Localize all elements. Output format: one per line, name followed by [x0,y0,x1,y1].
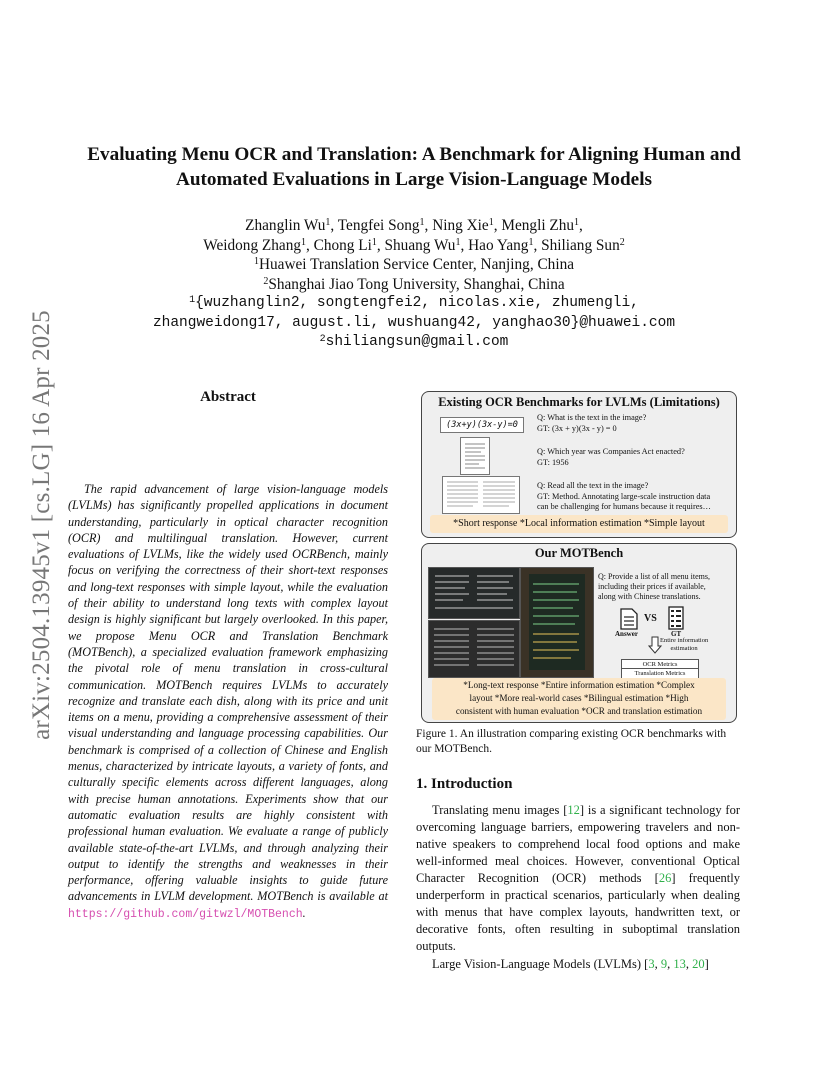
entire-information-label: Entire information estimation [660,637,709,652]
abstract-text: The rapid advancement of large vision-language models (LVLMs) has significantly propelled applications in document understanding, particularly in optical character recognition (OCR) and multilingual translation. However, current evaluations of LVLMs, like the widely used OCRBench, mainly focus on verifying the correctness of their short-text responses and long-text responses with simple layout, while the evaluation of their ability to understand long texts with complex layout design is highly significant but largely overlooked. In this paper, we propose Menu OCR and Translation Benchmark (MOTBench), a specialized evaluation framework emphasizing the pivotal role of menu translation in cross-cultural communication. MOTBench requires LVLMs to accurately recognize and translate each dish, along with its price and unit items on a menu, providing a comprehensive assessment of their visual understanding and language processing capabilities. Our benchmark is comprised of a collection of Chinese and English menus, characterized by intricate layouts, a variety of fonts, and culturally specific elements across different languages, along with precise human annotations. Experiments show that our automatic evaluation results are highly consistent with professional human evaluation. We evaluate a range of publicly available state-of-the-art LVLMs, and through analyzing their output to identify the strengths and weaknesses in their performance, offering valuable insights to guide future advancements in LVLM development. MOTBench is available at https://github.com/gitwzl/MOTBench. [68,482,388,921]
abstract-heading: Abstract [200,389,256,405]
gt-table-icon [668,606,684,630]
intro-paragraph-2: Large Vision-Language Models (LVLMs) [3, 9, 13, 20] [432,957,709,971]
author-line-2: Weidong Zhang$^1$, Chong Li$^1$, Shuang Wu$^1$, Hao Yang$^1$, Shiliang Sun$^2$ [203,236,625,254]
citation-9[interactable]: 9 [660,957,668,971]
introduction-heading: 1. Introduction [416,776,513,792]
affiliation-1: $^1$Huawei Translation Service Center, Nanjing, China [253,256,575,273]
ocr-metrics-box: OCR Metrics [621,659,699,670]
existing-benchmarks-panel [421,391,737,538]
panel1-title: Existing OCR Benchmarks for LVLMs (Limitations) [438,395,720,409]
author-block [60,216,768,353]
affiliation-2: $^2$Shanghai Jiao Tong University, Shanghai, China [263,275,565,293]
menu-image-printed [428,620,520,678]
introduction-text [416,802,740,973]
author-line-1: Zhanglin Wu$^1$, Tengfei Song$^1$, Ning Xie$^1$, Mengli Zhu$^1$, [245,217,583,234]
document-thumbnail [460,437,490,475]
answer-document-icon [620,608,638,630]
qa-1: Q: What is the text in the image? GT: (3x + y)(3x - y) = 0 [537,413,647,433]
citation-20[interactable]: 20 [692,957,705,971]
answer-label: Answer [615,630,638,638]
citation-26[interactable]: 26 [658,871,672,885]
motbench-panel [421,543,737,723]
paper-title [60,142,768,192]
qa-2: Q: Which year was Companies Act enacted? GT: 1956 [537,447,685,467]
title-line-2: Automated Evaluations in Large Vision-Language Models [175,169,652,190]
arxiv-side-identifier: arXiv:2504.13945v1 [cs.LG] 16 Apr 2025 [28,310,55,740]
github-link[interactable]: https://github.com/gitwzl/MOTBench [68,907,303,921]
vs-label: VS [644,613,657,624]
email-line-3: $^2$shiliangsun@gmail.com [319,334,509,350]
qa-3: Q: Read all the text in the image? GT: Method. Annotating large-scale instruction data can be challenging for humans because it requires… [537,481,711,511]
panel2-title: Our MOTBench [534,546,624,560]
title-line-1: Evaluating Menu OCR and Translation: A Benchmark for Aligning Human and [87,144,741,165]
email-line-2: zhangweidong17, august.li, wushuang42, yanghao30}@huawei.com [152,314,676,331]
citation-13[interactable]: 13 [673,957,686,971]
gt-label: GT [671,630,682,638]
intro-paragraph-1: Translating menu images [12] is a significant technology for overcoming language barriers, empowering travelers and non-native speakers to comprehend local food options and make well-informed meal choices. However, conventional Optical Character Recognition (OCR) methods [26] frequently underperform in practical scenarios, particularly when dealing with menus that have complex layouts, handwritten text, or decorative fonts, often resulting in suboptimal translation outputs. [416,803,741,953]
paper-page-thumbnail [442,476,520,514]
panel2-footer: *Long-text response *Entire information estimation *Complex layout *More real-world cases *Bilingual estimation *High consistent with human evaluation *OCR and translation estimation [432,678,726,720]
citation-3[interactable]: 3 [648,957,655,971]
figure-caption: Figure 1. An illustration comparing existing OCR benchmarks with our MOTBench. [416,728,727,755]
menu-image-chalkboard-2 [520,567,594,678]
citation-12[interactable]: 12 [567,803,580,817]
abstract-body: The rapid advancement of large vision-language models (LVLMs) has significantly propelled applications in document understanding, particularly in optical character recognition (OCR) and multilingual translation. However, current evaluations of LVLMs, like the widely used OCRBench, mainly focus on verifying the correctness of their short-text responses and long-text responses with simple layout, while the evaluation of their ability to understand long texts with complex layout design is highly significant but largely overlooked. In this paper, we propose Menu OCR and Translation Benchmark (MOTBench), a specialized evaluation framework emphasizing the pivotal role of menu translation in cross-cultural communication. MOTBench requires LVLMs to accurately recognize and translate each dish, along with its price and unit items on a menu, providing a comprehensive assessment of their visual understanding and language processing capabilities. Our benchmark is comprised of a collection of Chinese and English menus, characterized by intricate layouts, a variety of fonts, and culturally specific elements across different languages, along with precise human annotations. Experiments show that our automatic evaluation results are highly consistent with professional human evaluation. We evaluate a range of publicly available state-of-the-art LVLMs, and through analyzing their output to identify the strengths and weaknesses in their performance, offering valuable insights to guide future advancements in LVLM development. MOTBench is available at [68,482,388,904]
translation-metrics-box: Translation Metrics [621,668,699,679]
email-line-1: $^1${wuzhanglin2, songtengfei2, nicolas.xie, zhumengli, [189,295,639,311]
handwriting-thumbnail: (3x+y)(3x-y)=0 [440,417,524,433]
motbench-question: Q: Provide a list of all menu items, including their prices if available, along with Chinese translations. [598,572,710,601]
panel1-footer: *Short response *Local information estimation *Simple layout [430,515,728,533]
menu-image-chalkboard-1 [428,567,520,619]
